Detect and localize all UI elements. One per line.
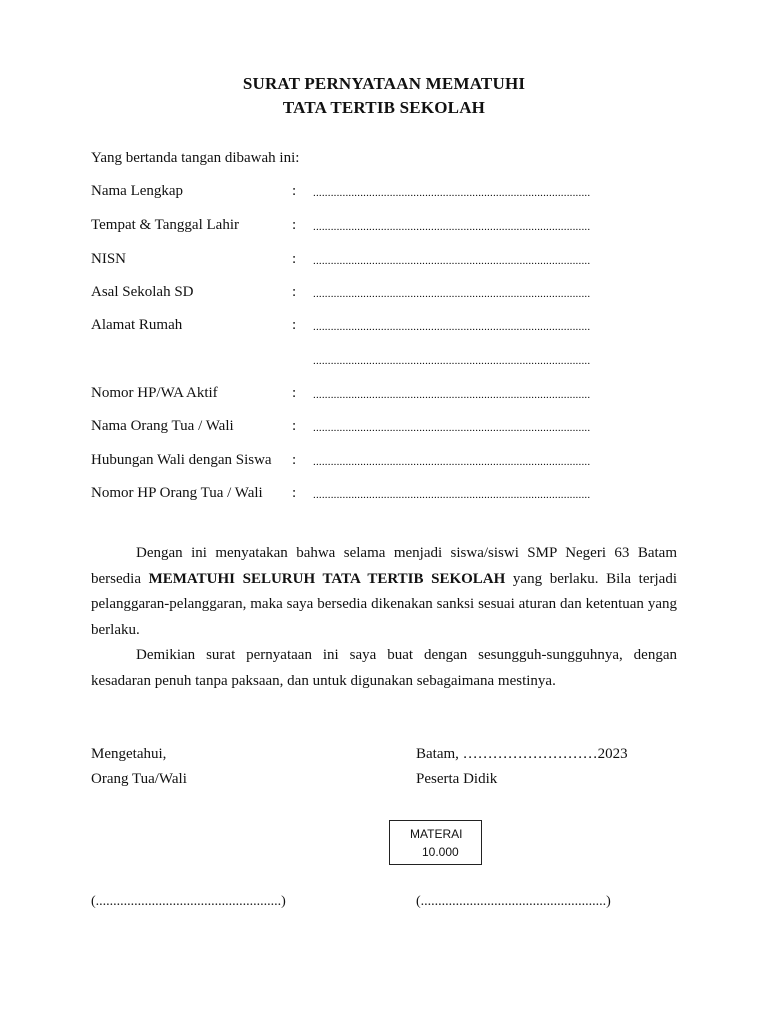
field-blank-line[interactable]: .............................................................................................. <box>313 321 591 333</box>
field-blank-line[interactable]: .............................................................................................. <box>313 187 591 199</box>
field-label: Nomor HP/WA Aktif <box>91 385 218 401</box>
field-colon: : <box>292 251 297 267</box>
sig-right-name-blank[interactable]: (.....................................................) <box>416 894 611 909</box>
field-asal-sekolah-sd <box>91 284 691 304</box>
field-colon: : <box>292 452 297 468</box>
statement-text-bold: MEMATUHI SELURUH TATA TERTIB SEKOLAH <box>148 570 506 587</box>
sig-left-line2: Orang Tua/Wali <box>91 771 187 787</box>
field-label: Nama Lengkap <box>91 183 184 199</box>
field-blank-line[interactable]: .............................................................................................. <box>313 389 591 401</box>
field-colon: : <box>292 485 297 501</box>
field-blank-line[interactable]: .............................................................................................. <box>313 255 591 267</box>
field-blank-line[interactable]: .............................................................................................. <box>313 288 591 300</box>
sig-right-line2: Peserta Didik <box>416 771 498 787</box>
field-label: Nomor HP Orang Tua / Wali <box>91 485 263 501</box>
materai-label: MATERAI <box>410 827 463 841</box>
field-label: Alamat Rumah <box>91 317 183 333</box>
field-label: Asal Sekolah SD <box>91 284 194 300</box>
field-nomor-hp-orang-tua <box>91 485 691 505</box>
closing-text: Demikian surat pernyataan ini saya buat dengan sesungguh-sungguhnya, dengan kesadaran penuh tanpa paksaan, dan untuk digunakan sebagaimana mestinya. <box>91 647 677 689</box>
field-label: Hubungan Wali dengan Siswa <box>91 452 272 468</box>
field-colon: : <box>292 217 297 233</box>
field-blank-line[interactable]: .............................................................................................. <box>313 422 591 434</box>
field-nama-lengkap <box>91 183 691 203</box>
statement-paragraph <box>91 541 677 643</box>
field-blank-line[interactable]: .............................................................................................. <box>313 489 591 501</box>
materai-stamp-box <box>389 820 482 865</box>
field-label: Tempat & Tanggal Lahir <box>91 217 239 233</box>
field-colon: : <box>292 284 297 300</box>
statement-text-after: yang berlaku. Bila terjadi pelanggaran-pelanggaran, maka saya bersedia dikenakan sanksi sesuai aturan dan ketentuan yang berlaku. <box>91 570 677 638</box>
field-colon: : <box>292 183 297 199</box>
sig-left-line1: Mengetahui, <box>91 746 167 762</box>
field-colon: : <box>292 418 297 434</box>
field-label: Nama Orang Tua / Wali <box>91 418 234 434</box>
field-blank-line[interactable]: .............................................................................................. <box>313 355 591 367</box>
field-colon: : <box>292 317 297 333</box>
field-label: NISN <box>91 251 127 267</box>
field-tempat-tanggal-lahir <box>91 217 691 237</box>
field-hubungan-wali <box>91 452 691 472</box>
field-alamat-rumah <box>91 317 691 337</box>
statement-text-before: Dengan ini menyatakan bahwa selama menjadi siswa/siswi SMP Negeri 63 Batam bersedia <box>91 545 677 587</box>
materai-value: 10.000 <box>422 845 459 859</box>
field-nomor-hp-wa <box>91 385 691 405</box>
sig-right-line1: Batam, ………………………2023 <box>416 746 628 762</box>
document-title-line1: SURAT PERNYATAAN MEMATUHI <box>242 74 526 93</box>
field-colon: : <box>292 385 297 401</box>
closing-paragraph <box>91 643 677 694</box>
field-blank-line[interactable]: .............................................................................................. <box>313 456 591 468</box>
field-alamat-rumah-line2 <box>91 351 691 371</box>
field-blank-line[interactable]: .............................................................................................. <box>313 221 591 233</box>
field-nisn <box>91 251 691 271</box>
document-title-line2: TATA TERTIB SEKOLAH <box>282 98 486 117</box>
sig-left-name-blank[interactable]: (.....................................................) <box>91 894 286 909</box>
intro-text: Yang bertanda tangan dibawah ini: <box>91 150 300 166</box>
field-nama-orang-tua <box>91 418 691 438</box>
